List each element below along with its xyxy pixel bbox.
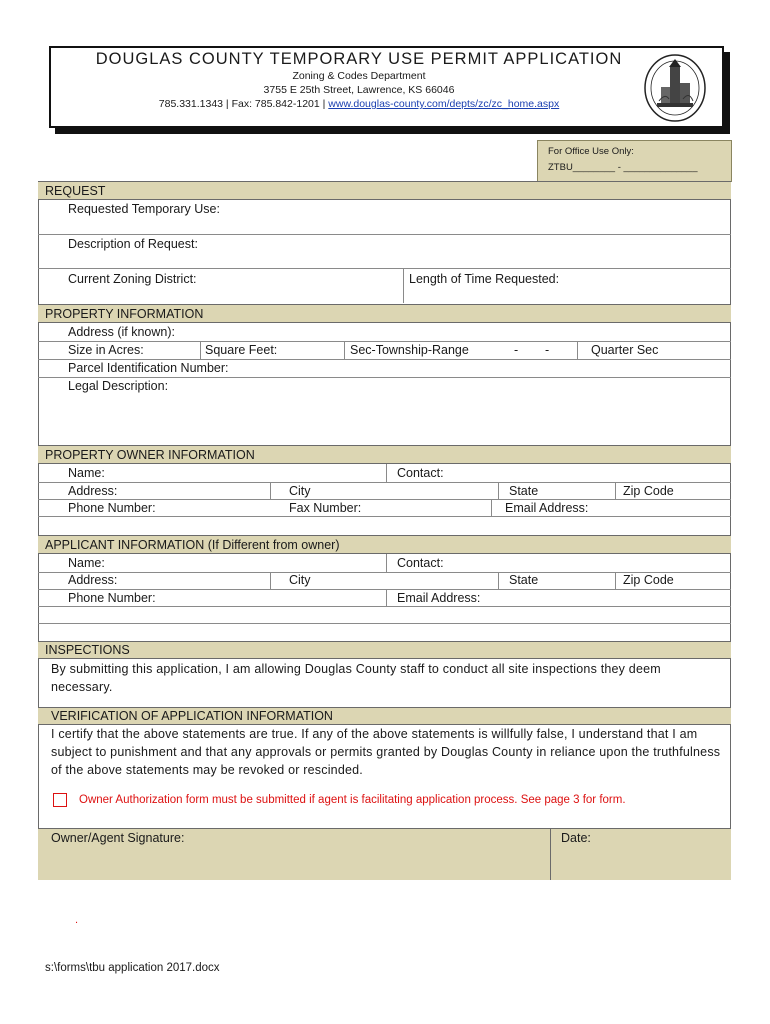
divider bbox=[200, 341, 201, 359]
department-contact bbox=[49, 98, 669, 110]
verification-heading: VERIFICATION OF APPLICATION INFORMATION bbox=[38, 707, 731, 725]
zoning-district-label[interactable]: Current Zoning District: bbox=[68, 272, 197, 286]
property-address-label[interactable]: Address (if known): bbox=[68, 325, 175, 339]
divider bbox=[386, 464, 387, 482]
applicant-email-label[interactable]: Email Address: bbox=[397, 591, 481, 605]
ztbu-field[interactable]: ZTBU________ - ______________ bbox=[548, 162, 698, 173]
length-of-time-label[interactable]: Length of Time Requested: bbox=[409, 272, 560, 286]
footer-dot: . bbox=[75, 914, 79, 926]
str-dash: - bbox=[545, 343, 550, 357]
square-feet-label[interactable]: Square Feet: bbox=[205, 343, 278, 357]
divider bbox=[38, 234, 731, 235]
owner-zip-label[interactable]: Zip Code bbox=[623, 484, 674, 498]
owner-heading: PROPERTY OWNER INFORMATION bbox=[38, 445, 731, 464]
divider bbox=[270, 482, 271, 499]
legal-description-label[interactable]: Legal Description: bbox=[68, 379, 169, 393]
requested-use-label[interactable]: Requested Temporary Use: bbox=[68, 202, 220, 216]
divider bbox=[38, 377, 731, 378]
owner-name-label[interactable]: Name: bbox=[68, 466, 105, 480]
owner-address-label[interactable]: Address: bbox=[68, 484, 118, 498]
property-heading: PROPERTY INFORMATION bbox=[38, 304, 731, 323]
owner-city-label[interactable]: City bbox=[289, 484, 311, 498]
file-path: s:\forms\tbu application 2017.docx bbox=[45, 962, 220, 974]
applicant-city-label[interactable]: City bbox=[289, 573, 311, 587]
signature-label[interactable]: Owner/Agent Signature: bbox=[51, 831, 185, 845]
owner-phone-label[interactable]: Phone Number: bbox=[68, 501, 156, 515]
divider bbox=[38, 268, 731, 269]
inspections-heading: INSPECTIONS bbox=[38, 641, 731, 659]
str-dash: - bbox=[514, 343, 519, 357]
quarter-sec-label[interactable]: Quarter Sec bbox=[591, 343, 659, 357]
divider bbox=[38, 589, 731, 590]
divider bbox=[38, 606, 731, 607]
divider bbox=[550, 828, 551, 880]
divider bbox=[498, 572, 499, 589]
owner-authorization-note: Owner Authorization form must be submitted if agent is facilitating application process. See page 3 for form. bbox=[79, 794, 626, 806]
divider bbox=[38, 341, 731, 342]
applicant-contact-label[interactable]: Contact: bbox=[397, 556, 444, 570]
applicant-zip-label[interactable]: Zip Code bbox=[623, 573, 674, 587]
divider bbox=[38, 499, 731, 500]
divider bbox=[38, 623, 731, 624]
divider bbox=[386, 589, 387, 606]
divider bbox=[38, 359, 731, 360]
divider bbox=[403, 268, 404, 303]
office-use-label: For Office Use Only: bbox=[548, 146, 634, 157]
douglas-county-seal-icon bbox=[643, 53, 707, 123]
divider bbox=[498, 482, 499, 499]
divider bbox=[386, 554, 387, 572]
divider bbox=[615, 572, 616, 589]
form-title: DOUGLAS COUNTY TEMPORARY USE PERMIT APPLICATION bbox=[95, 50, 623, 68]
owner-fax-label[interactable]: Fax Number: bbox=[289, 501, 362, 515]
parcel-id-label[interactable]: Parcel Identification Number: bbox=[68, 361, 229, 375]
owner-email-label[interactable]: Email Address: bbox=[505, 501, 589, 515]
divider bbox=[577, 341, 578, 359]
request-heading: REQUEST bbox=[38, 181, 731, 200]
divider bbox=[491, 499, 492, 516]
department-address: 3755 E 25th Street, Lawrence, KS 66046 bbox=[263, 84, 455, 96]
owner-contact-label[interactable]: Contact: bbox=[397, 466, 444, 480]
inspections-text: By submitting this application, I am allowing Douglas County staff to conduct all site inspections they deem necessary. bbox=[51, 662, 661, 694]
divider bbox=[344, 341, 345, 359]
owner-state-label[interactable]: State bbox=[509, 484, 539, 498]
phone-fax-text: 785.331.1343 | Fax: 785.842-1201 | bbox=[158, 98, 329, 110]
applicant-phone-label[interactable]: Phone Number: bbox=[68, 591, 156, 605]
verification-text: I certify that the above statements are true. If any of the above statements is willfully false, I understand that I am subject to punishment and that any approvals or permits granted by Douglas County in reliance upon the truthfulness of the above statements may be revoked or rescinded. bbox=[51, 727, 721, 777]
office-use-box bbox=[537, 140, 732, 182]
applicant-name-label[interactable]: Name: bbox=[68, 556, 105, 570]
divider bbox=[38, 482, 731, 483]
date-label[interactable]: Date: bbox=[561, 831, 591, 845]
department-name: Zoning & Codes Department bbox=[292, 70, 426, 82]
divider bbox=[38, 516, 731, 517]
divider bbox=[270, 572, 271, 589]
sec-township-range-label[interactable]: Sec-Township-Range bbox=[350, 343, 469, 357]
applicant-heading: APPLICANT INFORMATION (If Different from owner) bbox=[38, 535, 731, 554]
owner-authorization-checkbox[interactable] bbox=[53, 793, 67, 807]
description-label[interactable]: Description of Request: bbox=[68, 237, 198, 251]
acres-label[interactable]: Size in Acres: bbox=[68, 343, 144, 357]
divider bbox=[615, 482, 616, 499]
applicant-state-label[interactable]: State bbox=[509, 573, 539, 587]
website-link[interactable]: www.douglas-county.com/depts/zc/zc_home.aspx bbox=[328, 98, 560, 110]
applicant-address-label[interactable]: Address: bbox=[68, 573, 118, 587]
